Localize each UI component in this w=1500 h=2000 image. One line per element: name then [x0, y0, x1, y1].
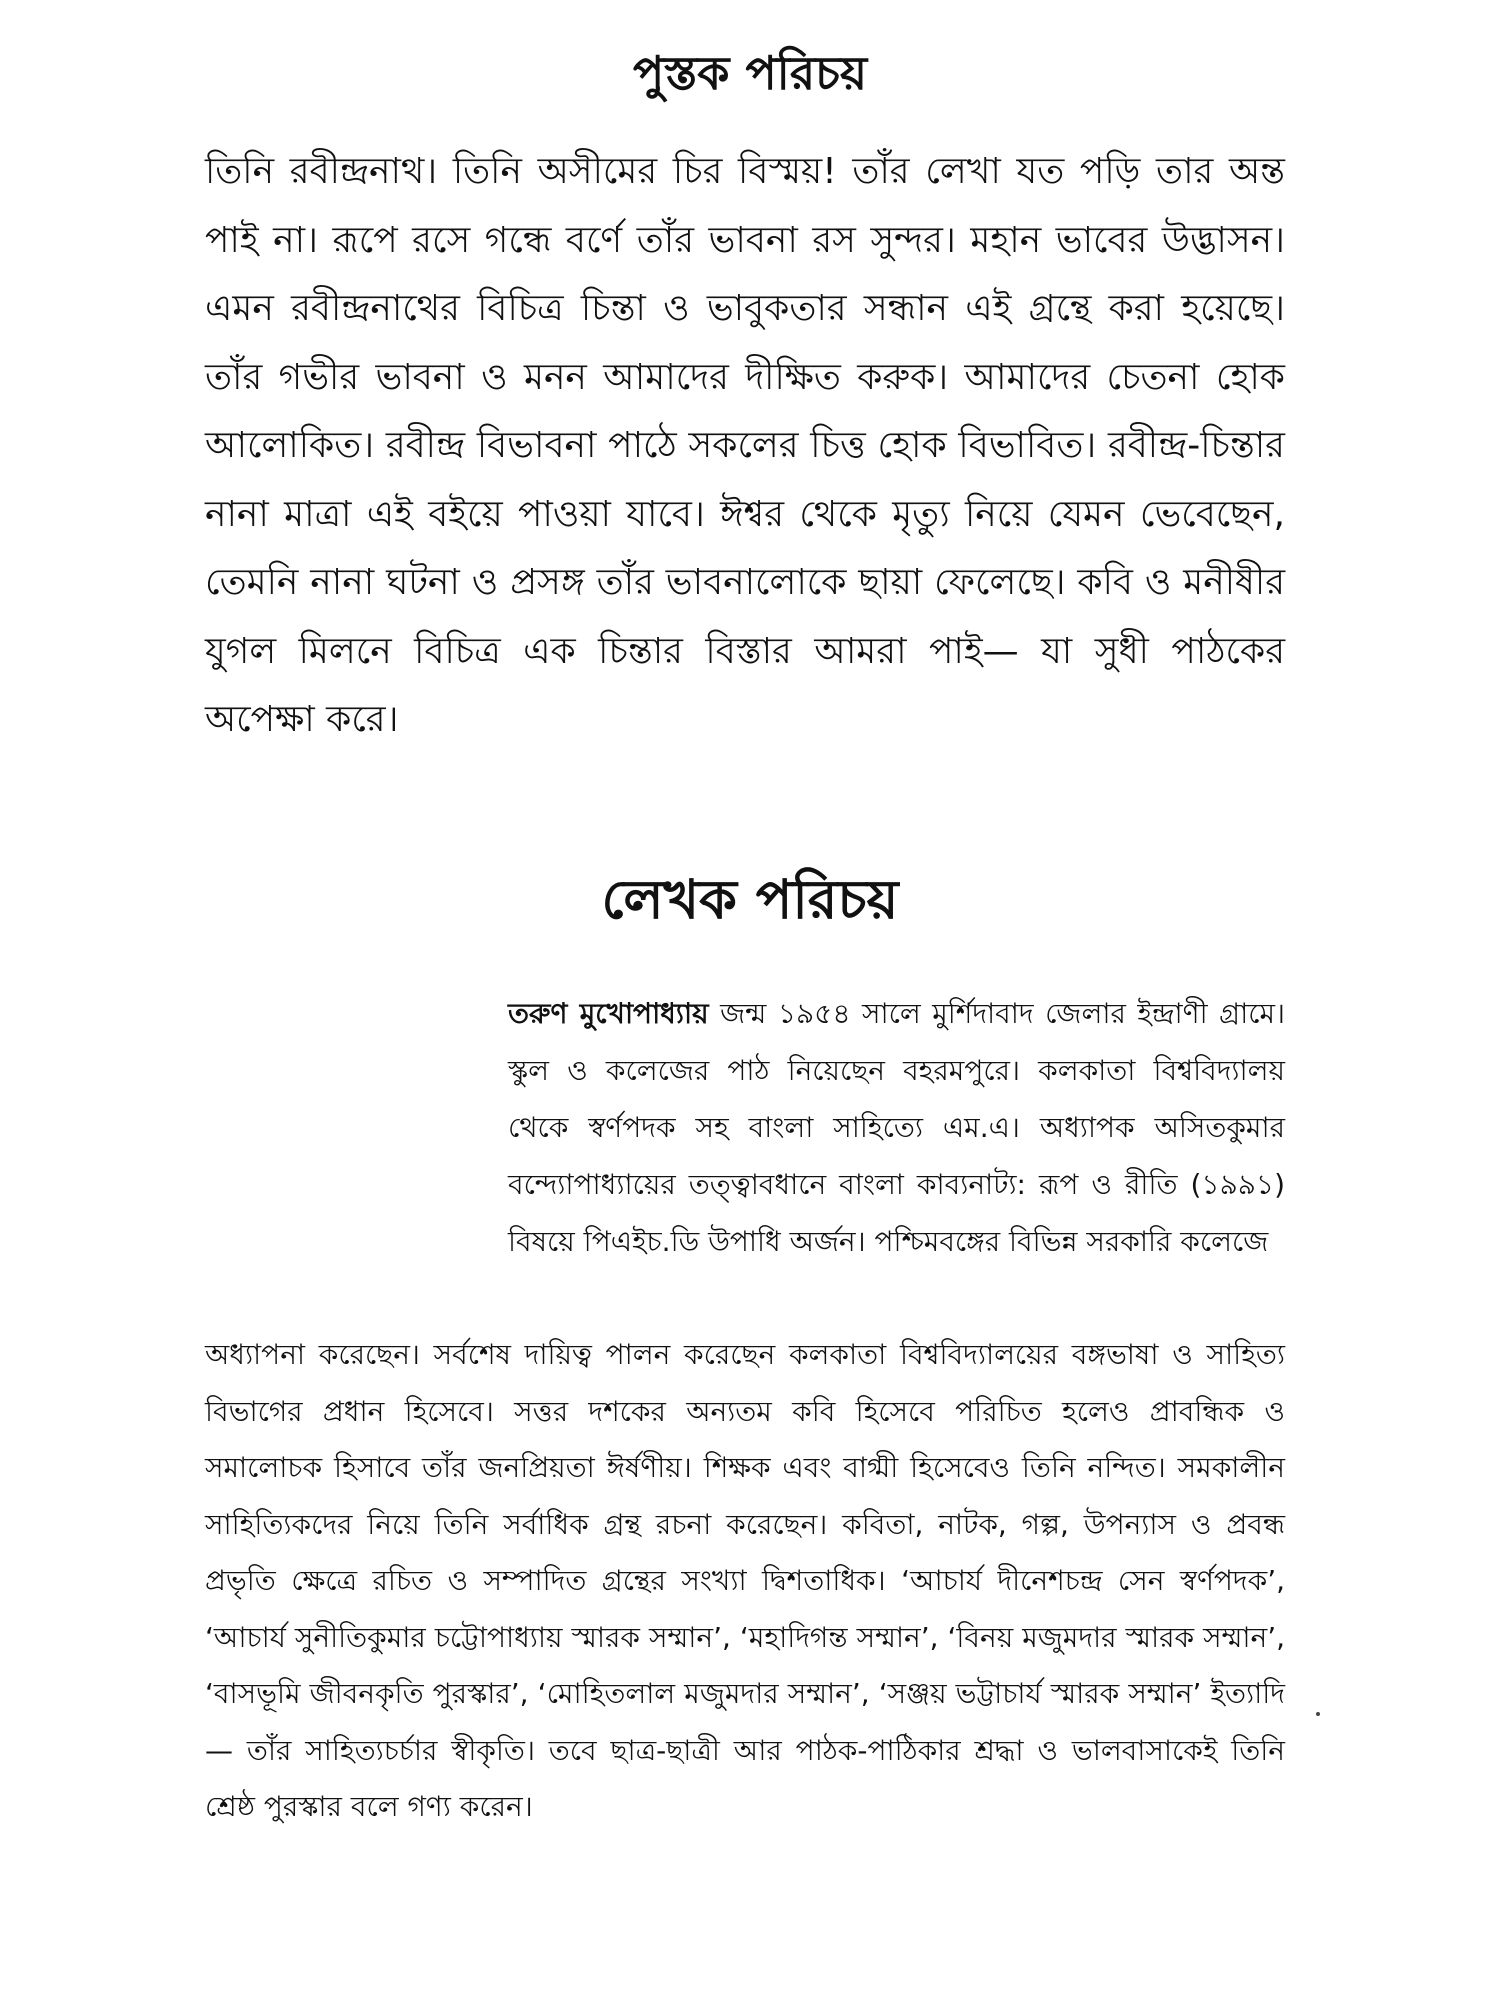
author-name: তরুণ মুখোপাধ্যায়	[508, 997, 709, 1030]
author-intro-heading: লেখক পরিচয়	[601, 868, 899, 931]
author-intro-paragraph-top	[508, 985, 1285, 1270]
author-intro-paragraph-bottom: অধ্যাপনা করেছেন। সর্বশেষ দায়িত্ব পালন করেছেন কলকাতা বিশ্ববিদ্যালয়ের বঙ্গভাষা ও সাহিত্য বিভাগের প্রধান হিসেবে। সত্তর দশকের অন্যতম কবি হিসেবে পরিচিত হলেও প্রাবন্ধিক ও সমালোচক হিসাবে তাঁর জনপ্রিয়তা ঈর্ষণীয়। শিক্ষক এবং বাগ্মী হিসেবেও তিনি নন্দিত। সমকালীন সাহিত্যিকদের নিয়ে তিনি সর্বাধিক গ্রন্থ রচনা করেছেন। কবিতা, নাটক, গল্প, উপন্যাস ও প্রবন্ধ প্রভৃতি ক্ষেত্রে রচিত ও সম্পাদিত গ্রন্থের সংখ্যা দ্বিশতাধিক। ‘আচার্য দীনেশচন্দ্র সেন স্বর্ণপদক’, ‘আচার্য সুনীতিকুমার চট্টোপাধ্যায় স্মারক সম্মান’, ‘মহাদিগন্ত সম্মান’, ‘বিনয় মজুমদার স্মারক সম্মান’, ‘বাসভূমি জীবনকৃতি পুরস্কার’, ‘মোহিতলাল মজুমদার সম্মান’, ‘সঞ্জয় ভট্টাচার্য স্মারক সম্মান’ ইত্যাদি — তাঁর সাহিত্যচর্চার স্বীকৃতি। তবে ছাত্র-ছাত্রী আর পাঠক-পাঠিকার শ্রদ্ধা ও ভালবাসাকেই তিনি শ্রেষ্ঠ পুরস্কার বলে গণ্য করেন।	[205, 1338, 1285, 1823]
author-intro-text-top: জন্ম ১৯৫৪ সালে মুর্শিদাবাদ জেলার ইন্দ্রাণী গ্রামে। স্কুল ও কলেজের পাঠ নিয়েছেন বহরমপুরে। কলকাতা বিশ্ববিদ্যালয় থেকে স্বর্ণপদক সহ বাংলা সাহিত্যে এম.এ। অধ্যাপক অসিতকুমার বন্দ্যোপাধ্যায়ের তত্ত্বাবধানে বাংলা কাব্যনাট্য: রূপ ও রীতি (১৯৯১) বিষয়ে পিএইচ.ডি উপাধি অর্জন। পশ্চিমবঙ্গের বিভিন্ন সরকারি কলেজে	[508, 997, 1286, 1258]
print-speck	[1316, 1712, 1320, 1716]
book-intro-paragraph: তিনি রবীন্দ্রনাথ। তিনি অসীমের চির বিস্ময়! তাঁর লেখা যত পড়ি তার অন্ত পাই না। রূপে রসে গন্ধে বর্ণে তাঁর ভাবনা রস সুন্দর। মহান ভাবের উদ্ভাসন। এমন রবীন্দ্রনাথের বিচিত্র চিন্তা ও ভাবুকতার সন্ধান এই গ্রন্থে করা হয়েছে। তাঁর গভীর ভাবনা ও মনন আমাদের দীক্ষিত করুক। আমাদের চেতনা হোক আলোকিত। রবীন্দ্র বিভাবনা পাঠে সকলের চিত্ত হোক বিভাবিত। রবীন্দ্র-চিন্তার নানা মাত্রা এই বইয়ে পাওয়া যাবে। ঈশ্বর থেকে মৃত্যু নিয়ে যেমন ভেবেছেন, তেমনি নানা ঘটনা ও প্রসঙ্গ তাঁর ভাবনালোকে ছায়া ফেলেছে। কবি ও মনীষীর যুগল মিলনে বিচিত্র এক চিন্তার বিস্তার আমরা পাই— যা সুধী পাঠকের অপেক্ষা করে।	[205, 151, 1285, 740]
book-intro-heading: পুস্তক পরিচয়	[632, 46, 868, 100]
